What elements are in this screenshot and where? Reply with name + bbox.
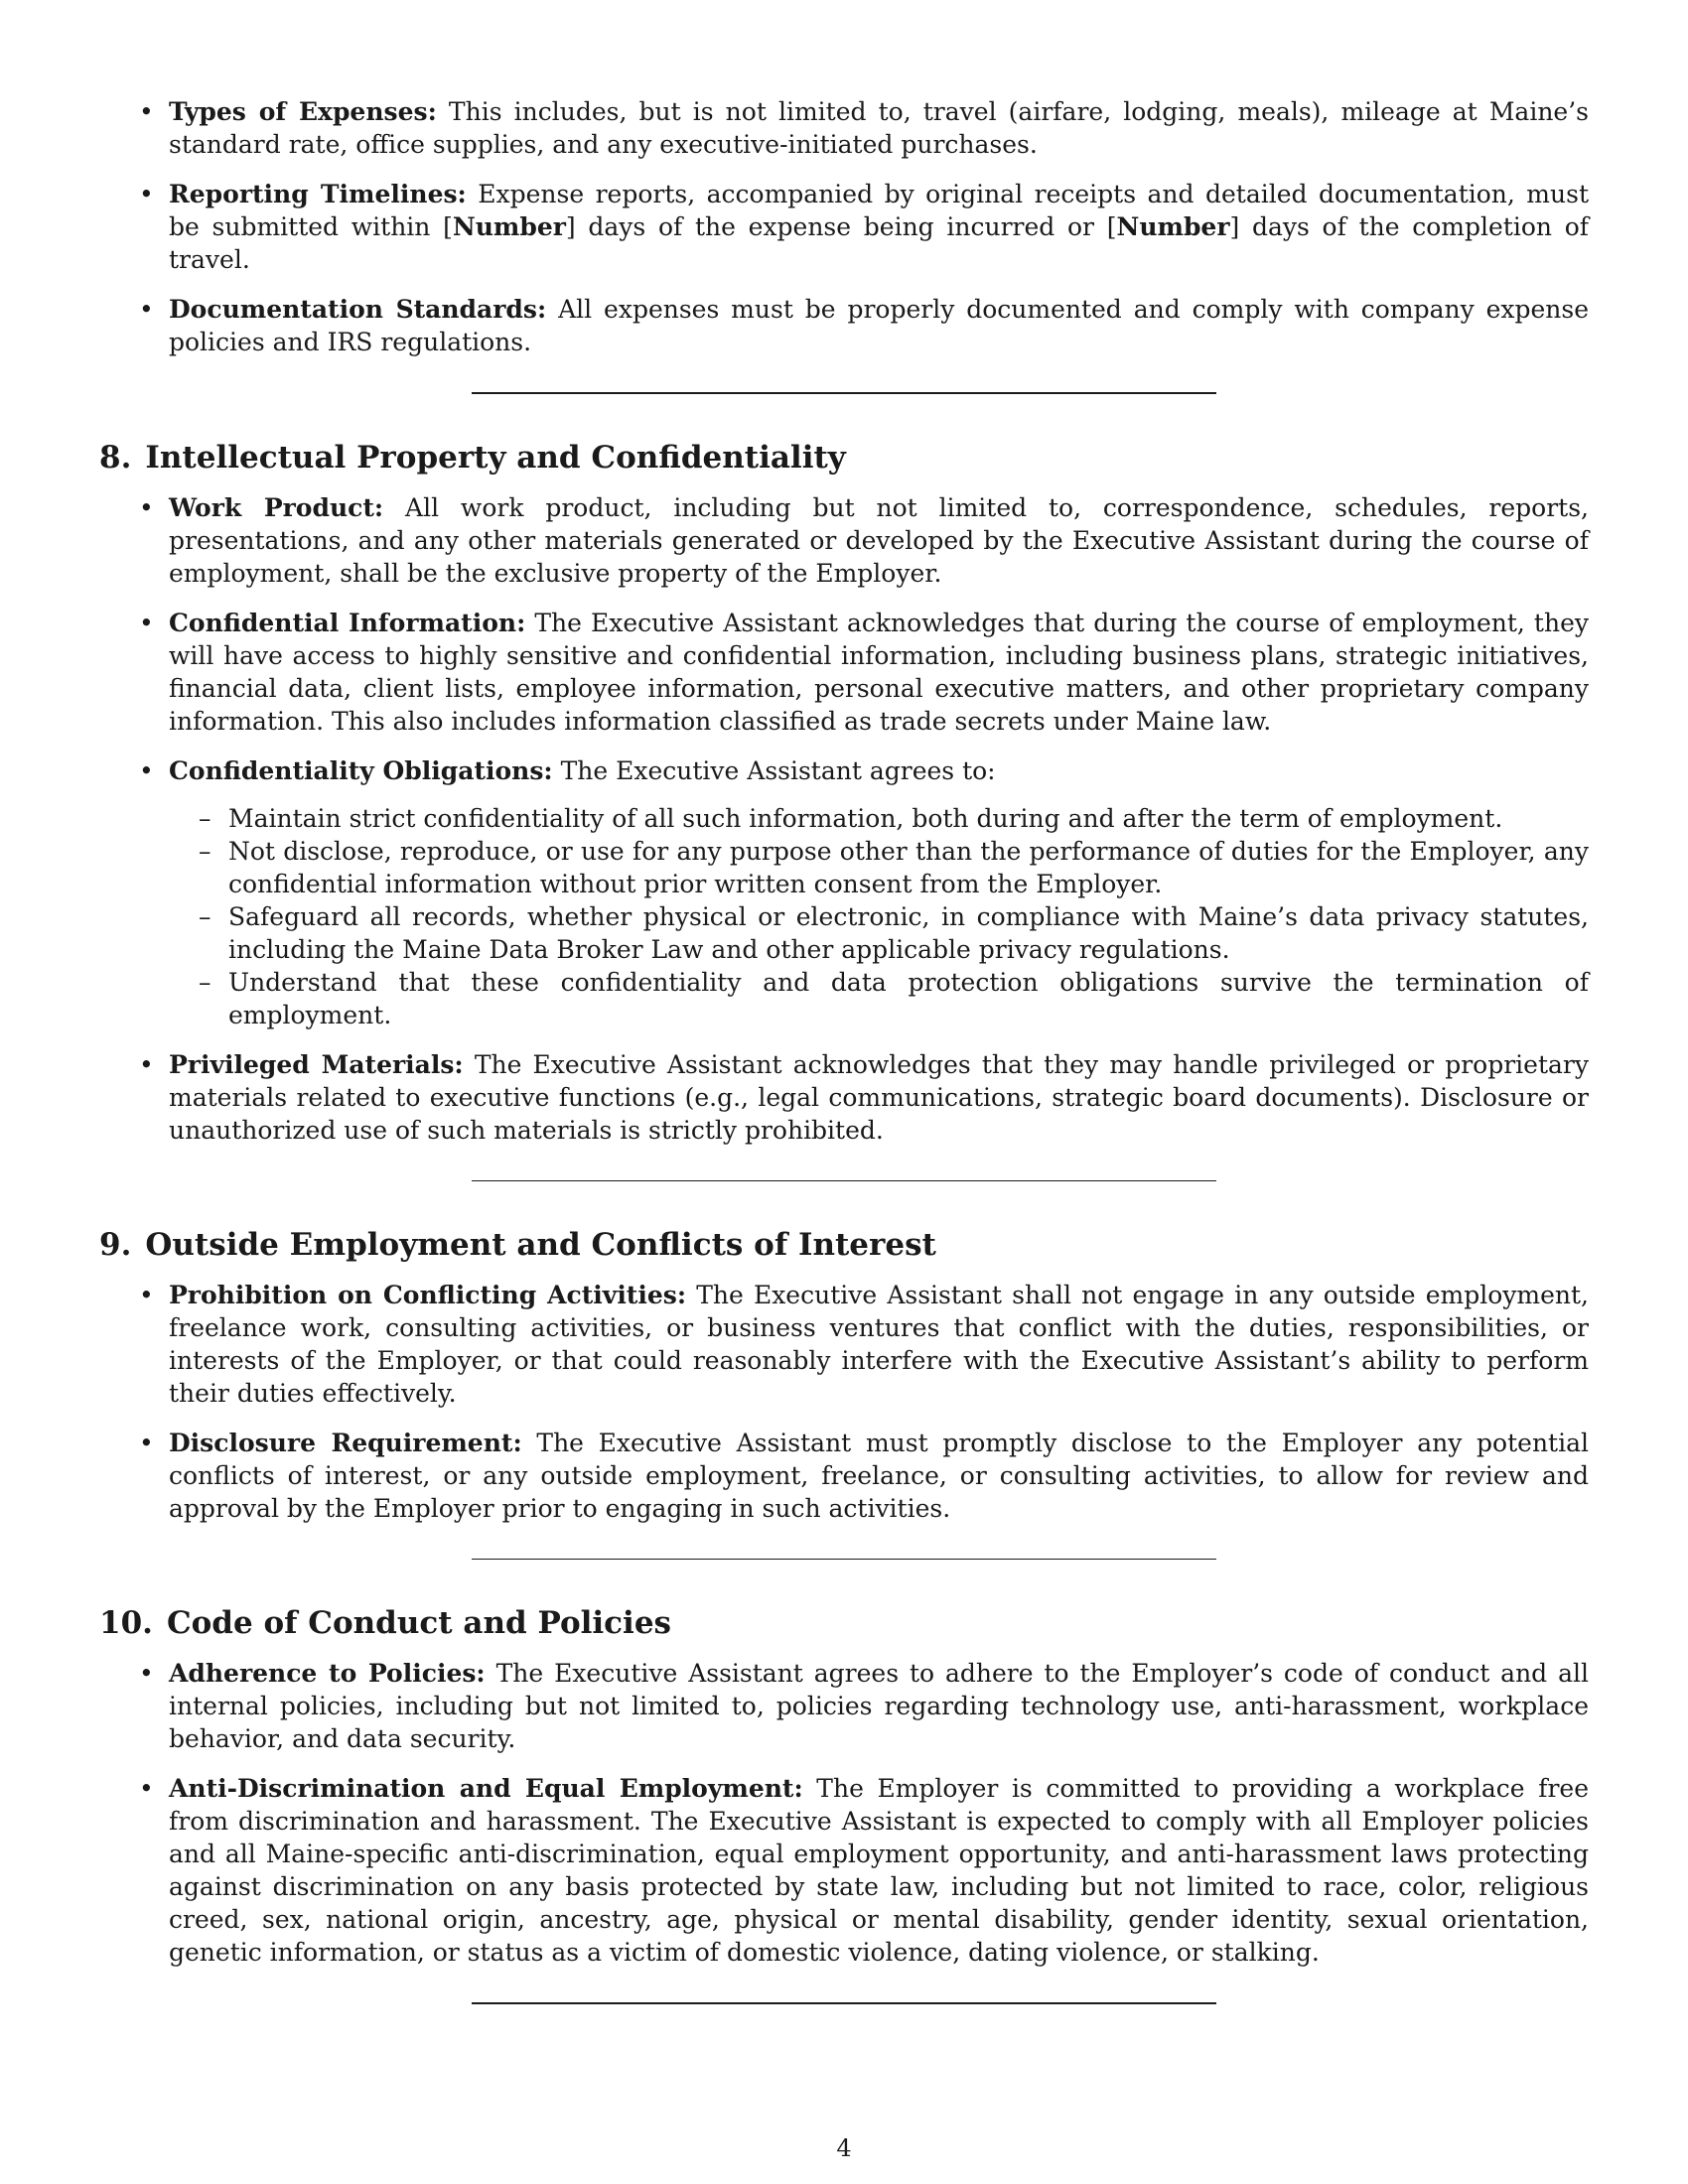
- section-divider: [472, 392, 1216, 394]
- section-8-list: [99, 491, 1589, 1147]
- placeholder-number: Number: [1116, 212, 1230, 241]
- item-text: The Employer is committed to providing a workplace free from discrimination and harassment. The Executive Assistant is expected to comply with all Employer policies and all Maine-specific anti-discrimination, equal employment opportunity, and anti-harassment laws protecting against discrimination on any basis protected by state law, including but not limited to race, color, religious creed, sex, national origin, ancestry, age, physical or mental disability, gender identity, sexual orientation, genetic information, or status as a victim of domestic violence, dating violence, or stalking.: [169, 1774, 1589, 1967]
- item-term: Reporting Timelines:: [169, 180, 467, 208]
- item-text: Expense reports, accompanied by original receipts and detailed documentation, must be submitted within [: [169, 180, 1589, 241]
- section-heading: [99, 438, 1589, 478]
- item-term: Privileged Materials:: [169, 1050, 464, 1079]
- item-term: Documentation Standards:: [169, 295, 547, 324]
- section-divider: [472, 1180, 1216, 1181]
- item-term: Work Product:: [169, 493, 384, 522]
- list-item: [169, 754, 1589, 1031]
- section-heading: [99, 1603, 1589, 1643]
- section-number: 9.: [99, 1227, 132, 1263]
- item-text: ] days of the expense being incurred or [: [565, 212, 1117, 241]
- item-term: Prohibition on Conflicting Activities:: [169, 1281, 687, 1309]
- item-text: The Executive Assistant agrees to adhere to the Employer’s code of conduct and all internal policies, including but not limited to, policies regarding technology use, anti-harassment, workplace behavior, and data security.: [169, 1659, 1589, 1753]
- sub-list-item: – Maintain strict confidentiality of all such information, both during and after the term of employment.: [228, 802, 1589, 835]
- list-item: [169, 1279, 1589, 1410]
- item-term: Confidentiality Obligations:: [169, 756, 553, 785]
- list-item: [169, 607, 1589, 738]
- item-text: The Executive Assistant shall not engage in any outside employment, freelance work, consulting activities, or business ventures that conflict with the duties, responsibilities, or interests of the Employer, or that could reasonably interfere with the Executive Assistant’s ability to perform their duties effectively.: [169, 1281, 1589, 1408]
- expense-list: [99, 95, 1589, 358]
- item-text: The Executive Assistant acknowledges that they may handle privileged or proprietary materials related to executive functions (e.g., legal communications, strategic board documents). Disclosure or unauthorized use of such materials is strictly prohibited.: [169, 1050, 1589, 1145]
- sub-list-item: – Understand that these confidentiality and data protection obligations survive the termination of employment.: [228, 966, 1589, 1031]
- placeholder-number: Number: [452, 212, 566, 241]
- item-term: Disclosure Requirement:: [169, 1429, 522, 1457]
- section-heading: [99, 1225, 1589, 1265]
- section-number: 10.: [99, 1605, 153, 1641]
- item-text: The Executive Assistant acknowledges that during the course of employment, they will have access to highly sensitive and confidential information, including business plans, strategic initiatives, financial data, client lists, employee information, personal executive matters, and other proprietary company information. This also includes information classified as trade secrets under Maine law.: [169, 609, 1589, 736]
- section-divider: [472, 1559, 1216, 1560]
- sub-list-item: – Not disclose, reproduce, or use for any purpose other than the performance of duties for the Employer, any confidential information without prior written consent from the Employer.: [228, 835, 1589, 900]
- section-number: 8.: [99, 440, 132, 476]
- section-divider: [472, 2002, 1216, 2004]
- list-item: [169, 1427, 1589, 1525]
- item-term: Adherence to Policies:: [169, 1659, 486, 1688]
- document-page: [99, 95, 1589, 2004]
- section-9-list: [99, 1279, 1589, 1525]
- list-item: [169, 1772, 1589, 1969]
- item-text: All expenses must be properly documented and comply with company expense policies and IRS regulations.: [169, 295, 1590, 356]
- page-number: 4: [836, 2134, 852, 2162]
- list-item: [169, 1048, 1589, 1147]
- item-term: Anti-Discrimination and Equal Employment:: [169, 1774, 803, 1803]
- list-item: [169, 95, 1589, 161]
- section-title: Outside Employment and Conflicts of Interest: [145, 1227, 936, 1263]
- sub-list-item: – Safeguard all records, whether physical or electronic, in compliance with Maine’s data privacy statutes, including the Maine Data Broker Law and other applicable privacy regulations.: [228, 900, 1589, 966]
- list-item: [169, 293, 1589, 358]
- list-item: [169, 1657, 1589, 1755]
- list-item: [169, 178, 1589, 276]
- section-title: Code of Conduct and Policies: [166, 1605, 672, 1641]
- item-text: The Executive Assistant must promptly disclose to the Employer any potential conflicts of interest, or any outside employment, freelance, or consulting activities, to allow for review and approval by the Employer prior to engaging in such activities.: [169, 1429, 1589, 1523]
- item-text: The Executive Assistant agrees to:: [560, 756, 996, 785]
- list-item: [169, 491, 1589, 590]
- section-10-list: [99, 1657, 1589, 1969]
- item-term: Confidential Information:: [169, 609, 526, 637]
- item-text: All work product, including but not limited to, correspondence, schedules, reports, presentations, and any other materials generated or developed by the Executive Assistant during the course of employment, shall be the exclusive property of the Employer.: [169, 493, 1589, 588]
- item-text: ] days of the completion of travel.: [169, 212, 1589, 274]
- item-text: This includes, but is not limited to, travel (airfare, lodging, meals), mileage at Maine’s standard rate, office supplies, and any executive-initiated purchases.: [169, 97, 1589, 159]
- item-term: Types of Expenses:: [169, 97, 437, 126]
- sub-list: [169, 802, 1589, 1031]
- section-title: Intellectual Property and Confidentiality: [145, 440, 846, 476]
